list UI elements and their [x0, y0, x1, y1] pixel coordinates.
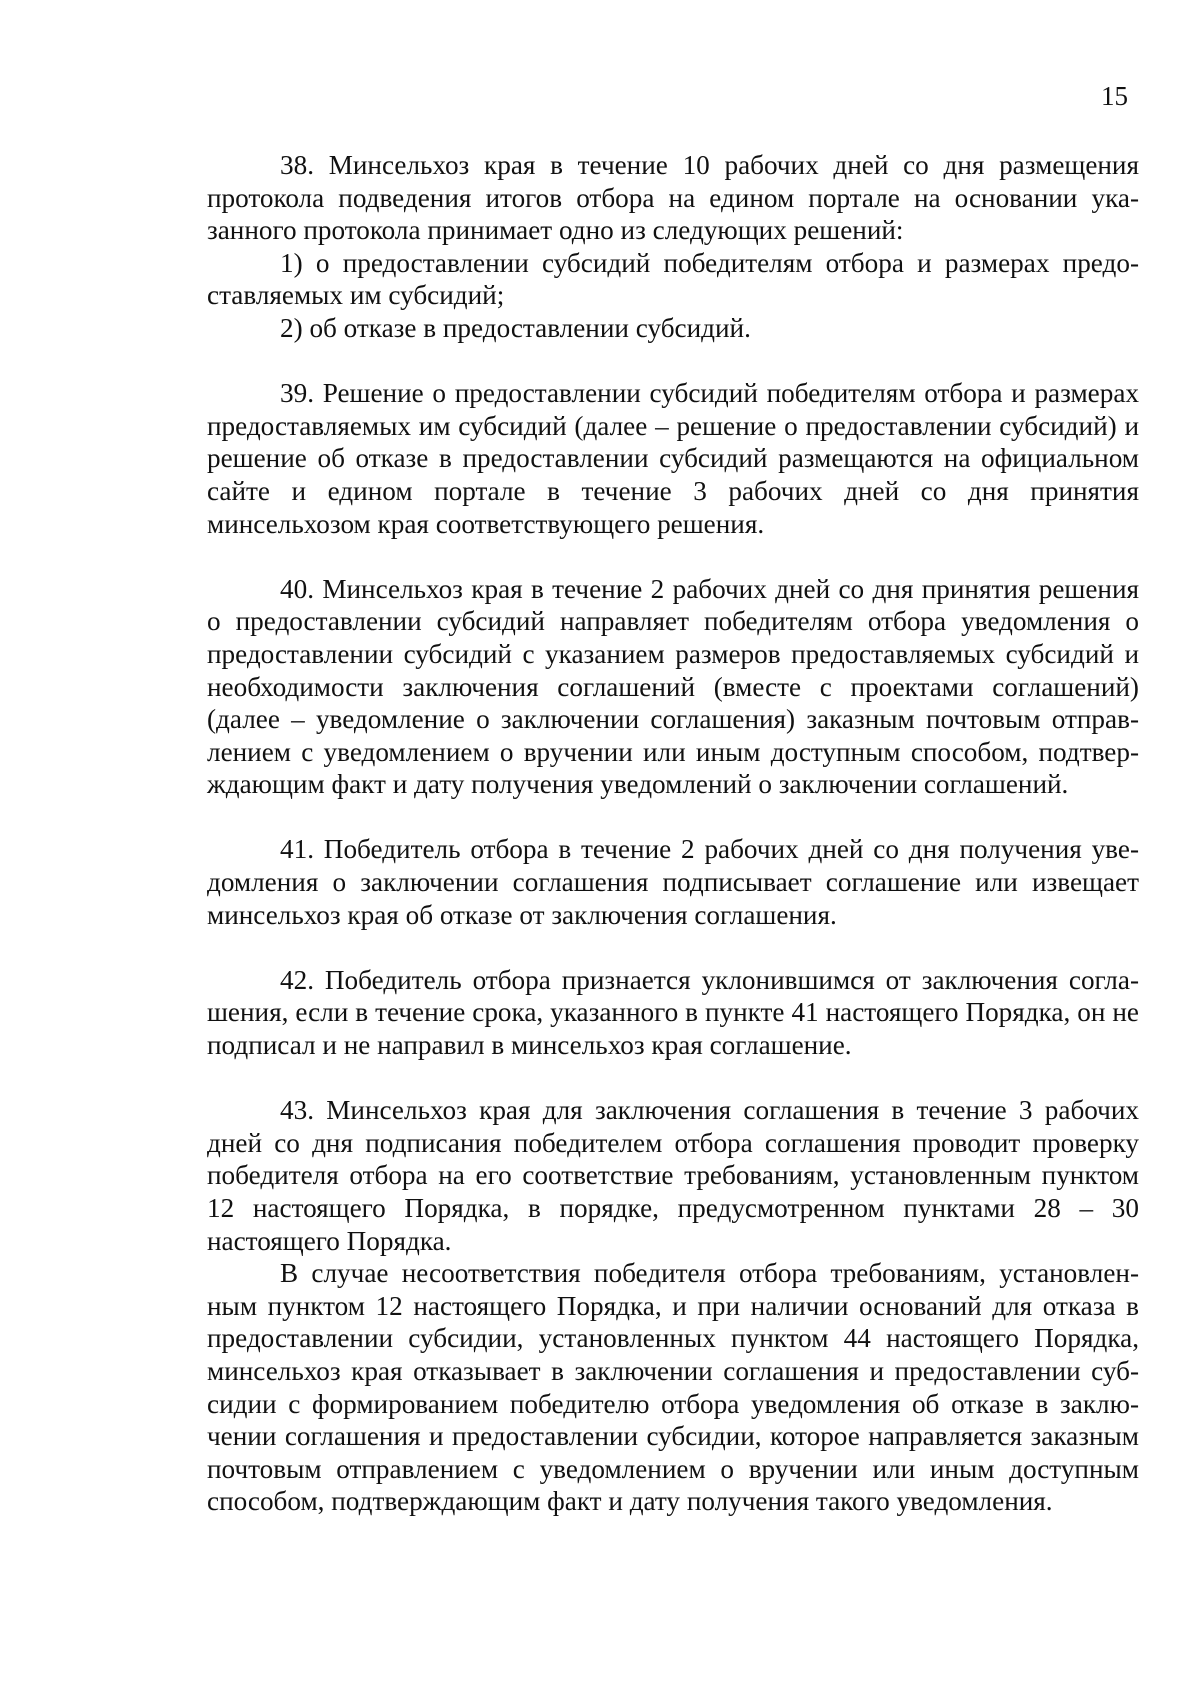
- paragraph-43: 43. Минсельхоз края для заключения соглашения в течение 3 рабочих дней со дня подписания победителем отбора соглашения проводит проверку победителя отбора на его соответствие требованиям, установленным пунктом 12 настоящего Порядка, в порядке, предусмотренном пунктами 28 – 30 настоящего Порядка.: [207, 1095, 1139, 1256]
- page-number: 15: [1101, 81, 1128, 111]
- document-body: [207, 149, 1139, 1518]
- paragraph-43-continuation: В случае несоответствия победителя отбора требованиям, установленным пунктом 12 настоящего Порядка, и при наличии оснований для отказа в предоставлении субсидии, установленных пунктом 44 настоящего Порядка, минсельхоз края отказывает в заключении соглашения и предоставлении субсидии с формированием победителю отбора уведомления об отказе в заключении соглашения и предоставлении субсидии, которое направляется заказным почтовым отправлением с уведомлением о вручении или иным доступным способом, подтверждающим факт и дату получения такого уведомления.: [207, 1258, 1139, 1517]
- paragraph-38: 38. Минсельхоз края в течение 10 рабочих дней со дня размещения протокола подведения итогов отбора на едином портале на основании указанного протокола принимает одно из следующих решений:: [207, 150, 1139, 246]
- paragraph-41: 41. Победитель отбора в течение 2 рабочих дней со дня получения уведомления о заключении соглашения подписывает соглашение или извещает минсельхоз края об отказе от заключения соглашения.: [207, 834, 1139, 930]
- paragraph-38-item-1: 1) о предоставлении субсидий победителям отбора и размерах предоставляемых им субсидий;: [207, 247, 1139, 311]
- paragraph-38-item-2: 2) об отказе в предоставлении субсидий.: [280, 312, 751, 343]
- paragraph-42: 42. Победитель отбора признается уклонившимся от заключения соглашения, если в течение срока, указанного в пункте 41 настоящего Порядка, он не подписал и не направил в минсельхоз края соглашение.: [207, 964, 1139, 1061]
- paragraph-39: 39. Решение о предоставлении субсидий победителям отбора и размерах предоставляемых им субсидий (далее – решение о предоставлении субсидий) и решение об отказе в предоставлении субсидий размещаются на официальном сайте и едином портале в течение 3 рабочих дней со дня принятия минсельхозом края соответствующего решения.: [207, 378, 1139, 539]
- paragraph-40: 40. Минсельхоз края в течение 2 рабочих дней со дня принятия решения о предоставлении субсидий направляет победителям отбора уведомления о предоставлении субсидий с указанием размеров предоставляемых субсидий и необходимости заключения соглашений (вместе с проектами соглашений) (далее – уведомление о заключении соглашения) заказным почтовым отправлением с уведомлением о вручении или иным доступным способом, подтверждающим факт и дату получения уведомлений о заключении соглашений.: [207, 573, 1139, 800]
